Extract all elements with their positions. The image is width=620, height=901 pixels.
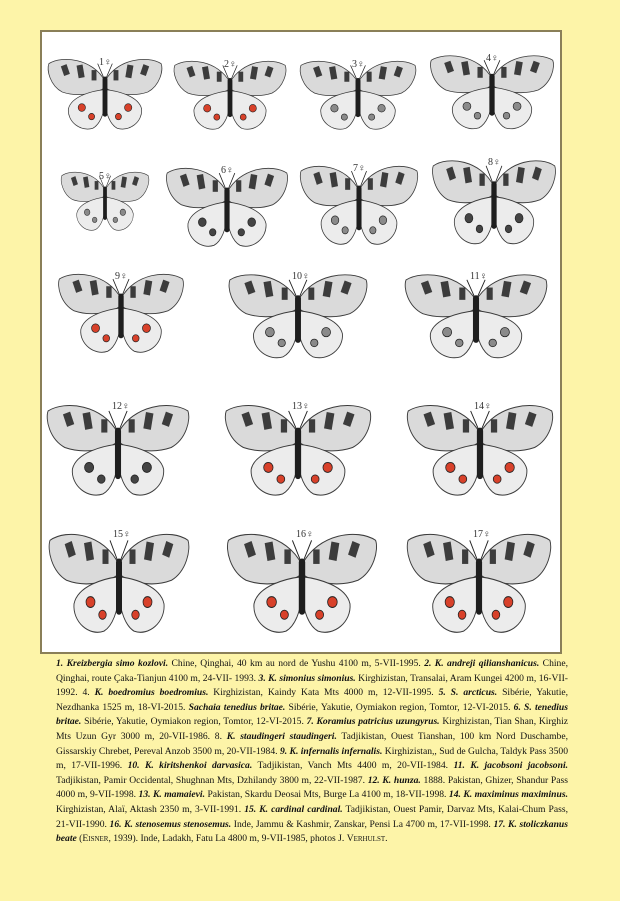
caption-text: Sibérie, Yakutie, Oymiakon region, Tomtor, 12-VI-2015. (285, 701, 514, 713)
species-name: 7. Koramius patricius uzungyrus. (306, 716, 440, 728)
specimen-11 (400, 266, 552, 366)
specimen-1 (44, 52, 166, 136)
specimen-10 (224, 266, 372, 366)
species-name: 10. K. kiritshenkoi darvasica. (127, 760, 253, 772)
species-name: 1. Kreizbergia simo kozlovi. (56, 658, 169, 669)
caption-text: Chine, Qinghai, 40 km au nord de Yushu 4100 m, 5-VII-1995. (168, 658, 425, 669)
caption-text: Tadjikistan, Ouest Tianshan, 100 km Nord Duschambe, Gissarskiy Chrebet, Pereval Anzob 3500 m, 20-VII-1984. (56, 730, 568, 757)
caption-text: Tadjikistan, Pamir Occidental, Shughnan Mts, Dzhilandy 3800 m, 22-VII-1987. (56, 774, 368, 786)
caption-text: , 1939). Inde, Ladakh, Fatu La 4800 m, 9-VII-1985, photos J. (108, 833, 347, 845)
species-name: 9. K. infernalis infernalis. (279, 745, 383, 757)
caption-text: Kirghizistan, Transalai, Aram Kungei 4200 m, 16-VII-1992. 4. (56, 672, 568, 699)
specimen-2 (170, 54, 290, 136)
specimen-number-label: 17♀ (473, 529, 491, 540)
species-name: 3. K. simonius simonius. (258, 672, 356, 684)
species-name: 14. K. maximinus maximinus. (448, 789, 568, 801)
species-name: 17. K. stoliczkanus beate (56, 818, 568, 845)
caption-text: Kirghizistan, Kaindy Kata Mts 4000 m, 12-VII-1995. (208, 687, 439, 699)
species-name: 2. K. andreji qilianshanicus. (424, 658, 540, 669)
plate-caption (56, 657, 568, 847)
species-name: K. staudingeri staudingeri. (226, 730, 337, 742)
specimen-8 (428, 152, 560, 252)
specimen-number-label: 15♀ (113, 529, 131, 540)
caption-text: . (385, 833, 388, 845)
caption-text: Kirghizistan, Alaï, Aktash 2350 m, 3-VII-1991. (56, 803, 245, 815)
species-name: 15. K. cardinal cardinal. (244, 803, 343, 815)
butterfly-icon (220, 396, 376, 504)
caption-text: Tadjikistan, Ouest Pamir, Darvaz Mts, Kalai-Chum Pass, 21-VII-1990. (56, 803, 569, 830)
specimen-14 (402, 396, 558, 504)
specimen-5 (58, 166, 152, 236)
species-name: 11. K. jacobsoni jacobsoni. (453, 760, 569, 772)
specimen-number-label: 6♀ (221, 165, 234, 176)
specimen-16 (222, 524, 382, 642)
caption-text: Pakistan, Skardu Deosai Mts, Burge La 4100 m, 18-VII-1998. (204, 789, 449, 801)
specimen-number-label: 10♀ (292, 271, 310, 282)
specimen-number-label: 2♀ (224, 59, 237, 70)
butterfly-icon (402, 396, 558, 504)
specimen-15 (44, 524, 194, 642)
caption-text: 1888. Pakistan, Ghizer, Shandur Pass 4000 m, 9-VII-1998. (56, 774, 568, 801)
butterfly-icon (222, 524, 382, 642)
species-name: Sachaia tenedius britae. (188, 701, 286, 713)
species-name: 12. K. hunza. (367, 774, 421, 786)
caption-text: Chine, Qinghai, route Çaka-Tianjun 4100 m, 24-VII- 1993. (56, 658, 568, 684)
specimen-17 (402, 524, 556, 642)
specimen-number-label: 12♀ (112, 401, 130, 412)
specimen-3 (296, 54, 420, 136)
specimen-7 (296, 158, 422, 252)
caption-text: Verhulst (346, 833, 386, 845)
caption-text: Inde, Jammu & Kashmir, Zanskar, Pensi La 4700 m, 17-VII-1998. (231, 818, 494, 830)
specimen-9 (54, 266, 188, 360)
butterfly-icon (44, 524, 194, 642)
specimen-number-label: 1♀ (99, 57, 112, 68)
species-name: 16. K. stenosemus stenosemus. (109, 818, 232, 830)
caption-text: Tadjikistan, Vanch Mts 4400 m, 20-VII-1984. (252, 760, 454, 772)
caption-text: Eisner (82, 833, 109, 845)
specimen-13 (220, 396, 376, 504)
species-name: 5. S. arcticus. (438, 687, 498, 699)
caption-text: Sibérie, Yakutie, Nezdhanka 1525 m, 18-VI-2015. (56, 687, 569, 713)
specimen-number-label: 9♀ (115, 271, 128, 282)
species-name: 13. K. mamaievi. (138, 789, 205, 801)
butterfly-icon (42, 396, 194, 504)
species-name: K. boedromius boedromius. (94, 687, 209, 699)
specimen-number-label: 7♀ (353, 163, 366, 174)
specimen-number-label: 14♀ (474, 401, 492, 412)
caption-text: Kirghizistan,, Sud de Gulcha, Taldyk Pass 3500 m, 17-VII-1996. (56, 745, 568, 772)
specimen-number-label: 16♀ (296, 529, 314, 540)
specimen-12 (42, 396, 194, 504)
butterfly-icon (402, 524, 556, 642)
specimen-6 (162, 160, 292, 254)
caption-text: Kirghizistan, Tian Shan, Kirghiz Mts Uzun Gyr 3000 m, 20-VII-1986. 8. (56, 716, 568, 742)
caption-text: Sibérie, Yakutie, Oymiakon region, Tomtor, 12-VI-2015. (81, 716, 307, 728)
specimen-number-label: 3♀ (352, 59, 365, 70)
specimen-number-label: 8♀ (488, 157, 501, 168)
species-name: 6. S. tenedius britae. (56, 701, 568, 728)
specimen-4 (426, 48, 558, 136)
specimen-number-label: 4♀ (486, 53, 499, 64)
caption-text: ( (76, 833, 83, 845)
specimen-number-label: 13♀ (292, 401, 310, 412)
specimen-number-label: 11♀ (470, 271, 488, 282)
specimen-number-label: 5♀ (99, 171, 112, 182)
